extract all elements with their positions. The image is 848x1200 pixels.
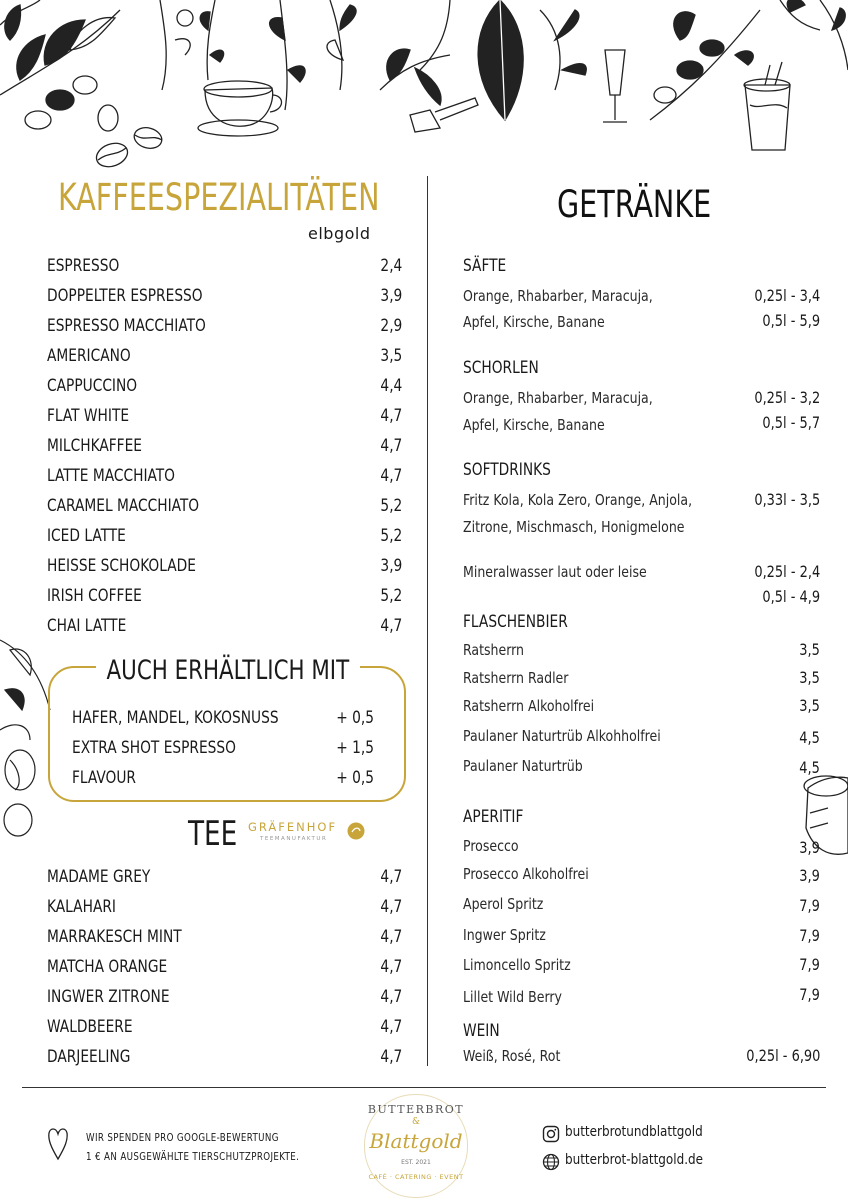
category-flaschenbier: FLASCHENBIER bbox=[463, 612, 568, 632]
elbgold-logo: elbgold bbox=[308, 224, 371, 243]
drink-description: Apfel, Kirsche, Banane bbox=[463, 313, 605, 331]
drink-price: 3,5 bbox=[799, 640, 820, 659]
drink-price: 0,25l - 6,90 bbox=[745, 1046, 820, 1065]
instagram-icon bbox=[542, 1125, 560, 1143]
drink-price: 0,5l - 5,7 bbox=[762, 413, 820, 432]
drink-item: Weiß, Rosé, Rot bbox=[463, 1047, 561, 1065]
drink-description: Zitrone, Mischmasch, Honigmelone bbox=[463, 518, 685, 536]
drink-item: Prosecco Alkoholfrei bbox=[463, 865, 589, 883]
drink-price: 0,25l - 3,2 bbox=[754, 388, 820, 407]
instagram-handle[interactable]: butterbrotundblattgold bbox=[565, 1124, 703, 1140]
drink-price: 0,5l - 4,9 bbox=[762, 587, 820, 606]
drink-item: Aperol Spritz bbox=[463, 895, 544, 913]
website-link[interactable]: butterbrot-blattgold.de bbox=[565, 1152, 704, 1168]
drink-mineralwasser: Mineralwasser laut oder leise bbox=[463, 563, 647, 581]
botanical-header-illustration bbox=[0, 0, 848, 175]
drink-price: 3,9 bbox=[799, 838, 820, 857]
drink-item: Prosecco bbox=[463, 837, 519, 855]
drink-description: Fritz Kola, Kola Zero, Orange, Anjola, bbox=[463, 491, 693, 509]
category-schorlen: SCHORLEN bbox=[463, 358, 539, 378]
logo-est: EST. 2021 bbox=[401, 1159, 431, 1166]
drink-price: 0,25l - 3,4 bbox=[754, 286, 820, 305]
drink-item: Paulaner Naturtrüb Alkohholfrei bbox=[463, 727, 661, 745]
category-wein: WEIN bbox=[463, 1021, 500, 1041]
drink-item: Paulaner Naturtrüb bbox=[463, 757, 583, 775]
donation-text-line2: 1 € AN AUSGEWÄHLTE TIERSCHUTZPROJEKTE. bbox=[86, 1151, 300, 1163]
drink-price: 7,9 bbox=[799, 896, 820, 915]
drink-item: Ratsherrn Radler bbox=[463, 669, 569, 687]
drink-description: Orange, Rhabarber, Maracuja, bbox=[463, 389, 653, 407]
drink-price: 7,9 bbox=[799, 985, 820, 1004]
drink-price: 4,5 bbox=[799, 728, 820, 747]
drink-item: Ratsherrn Alkoholfrei bbox=[463, 697, 595, 715]
graefenhof-emblem-icon bbox=[347, 822, 365, 840]
drink-price: 3,5 bbox=[799, 668, 820, 687]
drink-description: Orange, Rhabarber, Maracuja, bbox=[463, 287, 653, 305]
drink-price: 0,5l - 5,9 bbox=[762, 311, 820, 330]
coffee-section-heading: KAFFEESPEZIALITÄTEN bbox=[58, 176, 380, 219]
drink-description: Apfel, Kirsche, Banane bbox=[463, 416, 605, 434]
butterbrot-blattgold-logo bbox=[364, 1094, 468, 1198]
logo-text-top: BUTTERBROT bbox=[367, 1103, 465, 1116]
drink-price: 3,9 bbox=[799, 866, 820, 885]
category-saefte: SÄFTE bbox=[463, 256, 507, 276]
logo-script: Blattgold bbox=[369, 1129, 463, 1153]
category-softdrinks: SOFTDRINKS bbox=[463, 460, 551, 480]
extras-title: AUCH ERHÄLTLICH MIT bbox=[96, 655, 360, 686]
category-aperitif: APERITIF bbox=[463, 807, 524, 827]
drink-price: 7,9 bbox=[799, 955, 820, 974]
footer-divider bbox=[22, 1087, 826, 1088]
tea-section-heading: TEE bbox=[188, 814, 238, 854]
drink-item: Ingwer Spritz bbox=[463, 926, 546, 944]
graefenhof-logo-text: GRÄFENHOF bbox=[248, 820, 338, 834]
drinks-section-heading: GETRÄNKE bbox=[557, 183, 712, 226]
drink-price: 0,25l - 2,4 bbox=[754, 562, 820, 581]
drink-price: 7,9 bbox=[799, 926, 820, 945]
drink-price: 4,5 bbox=[799, 758, 820, 777]
logo-tagline: CAFÉ · CATERING · EVENT bbox=[368, 1173, 464, 1181]
graefenhof-logo-subtext: TEEMANUFAKTUR bbox=[260, 836, 328, 842]
donation-text-line1: WIR SPENDEN PRO GOOGLE-BEWERTUNG bbox=[86, 1132, 279, 1144]
logo-ampersand: & bbox=[411, 1117, 420, 1127]
heart-icon bbox=[47, 1125, 69, 1161]
drink-item: Limoncello Spritz bbox=[463, 956, 571, 974]
globe-icon bbox=[542, 1153, 560, 1171]
drink-item: Lillet Wild Berry bbox=[463, 988, 562, 1006]
column-divider bbox=[427, 176, 428, 1066]
drink-price: 0,33l - 3,5 bbox=[754, 490, 820, 509]
drink-price: 3,5 bbox=[799, 696, 820, 715]
drink-item: Ratsherrn bbox=[463, 641, 525, 659]
